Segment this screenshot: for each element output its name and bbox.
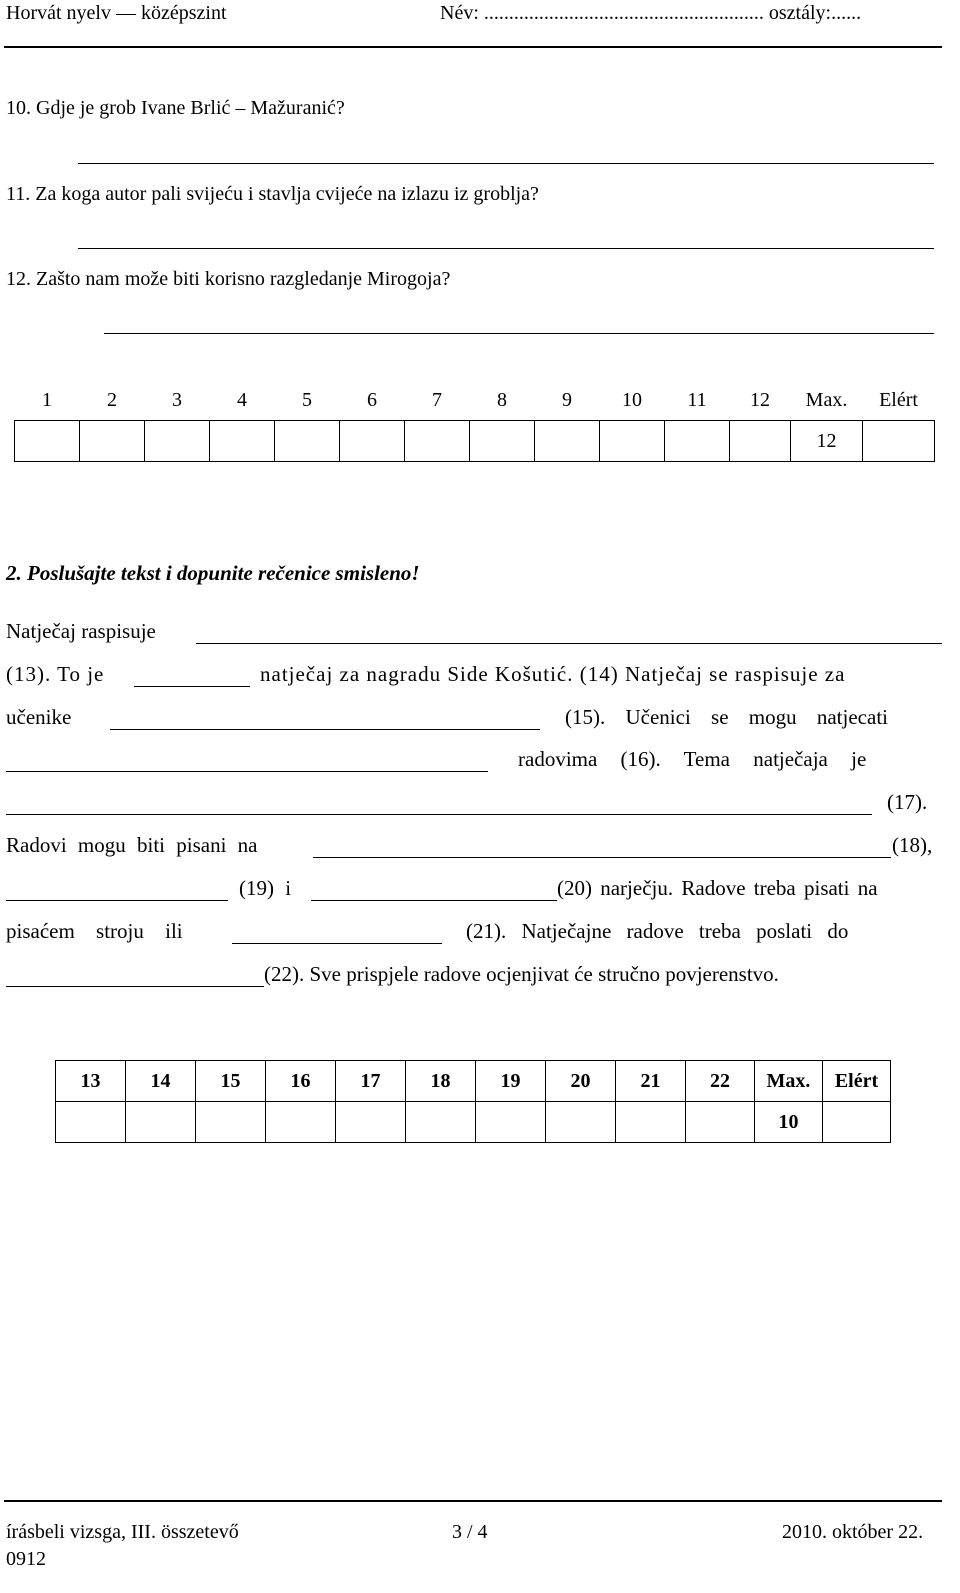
blank-22[interactable] [6, 986, 264, 987]
gap-text-3: natječaj za nagradu Side Košutić. (14) Natječaj se raspisuje za [260, 662, 846, 686]
gap-text-11: (20) narječju. Radove treba pisati na [557, 876, 878, 900]
score1-header-max: Max. [791, 380, 863, 421]
score1-cell-1[interactable] [15, 421, 80, 462]
score-table-2 [55, 1060, 891, 1143]
score1-header-7: 7 [405, 380, 470, 421]
score2-header-13: 13 [56, 1061, 126, 1102]
score1-header-5: 5 [275, 380, 340, 421]
score2-header-22: 22 [686, 1061, 755, 1102]
gap-text-9: (18), [892, 833, 933, 857]
score2-cell-19[interactable] [476, 1102, 546, 1143]
score1-header-6: 6 [340, 380, 405, 421]
blank-20[interactable] [311, 900, 557, 901]
gap-text-1: Natječaj raspisuje [6, 619, 156, 643]
answer-line-10[interactable] [78, 163, 934, 164]
header-divider [4, 46, 942, 48]
gap-text-12: pisaćem stroju ili [6, 919, 183, 943]
blank-16[interactable] [6, 771, 488, 772]
header-name-class-fields: Név: ........................................................ osztály:...... [440, 2, 862, 24]
question-12: 12. Zašto nam može biti korisno razgledanje Mirogoja? [6, 268, 451, 290]
gap-text-8: Radovi mogu biti pisani na [6, 833, 258, 857]
score1-header-2: 2 [80, 380, 145, 421]
score1-header-8: 8 [470, 380, 535, 421]
score1-header-4: 4 [210, 380, 275, 421]
score2-cell-13[interactable] [56, 1102, 126, 1143]
score1-header-3: 3 [145, 380, 210, 421]
score1-header-9: 9 [535, 380, 600, 421]
score2-header-18: 18 [406, 1061, 476, 1102]
gap-text-5: (15). Učenici se mogu natjecati [565, 705, 888, 729]
blank-17[interactable] [6, 814, 872, 815]
gap-text-2: (13). To je [6, 662, 105, 686]
score1-cell-4[interactable] [210, 421, 275, 462]
score2-header-15: 15 [196, 1061, 266, 1102]
score2-cell-20[interactable] [546, 1102, 616, 1143]
score2-header-achieved: Elért [823, 1061, 891, 1102]
score2-header-19: 19 [476, 1061, 546, 1102]
score2-header-16: 16 [266, 1061, 336, 1102]
gap-text-4: učenike [6, 705, 72, 729]
footer-exam-part: írásbeli vizsga, III. összetevő [6, 1521, 239, 1543]
score2-header-14: 14 [126, 1061, 196, 1102]
gap-text-13: (21). Natječajne radove treba poslati do [466, 919, 849, 943]
footer-code: 0912 [6, 1548, 46, 1570]
score1-cell-5[interactable] [275, 421, 340, 462]
blank-12[interactable] [196, 643, 942, 644]
score1-cell-2[interactable] [80, 421, 145, 462]
score2-header-21: 21 [616, 1061, 686, 1102]
score2-cell-15[interactable] [196, 1102, 266, 1143]
score1-achieved-cell[interactable] [863, 421, 935, 462]
gap-text-6: radovima (16). Tema natječaja je [518, 747, 867, 771]
gap-text-10: (19) i [239, 876, 292, 900]
exercise-2-title: 2. Poslušajte tekst i dopunite rečenice smisleno! [6, 561, 420, 585]
score1-cell-8[interactable] [470, 421, 535, 462]
blank-18[interactable] [313, 857, 891, 858]
score2-max-value: 10 [755, 1102, 823, 1143]
blank-13[interactable] [134, 686, 250, 687]
score2-cell-16[interactable] [266, 1102, 336, 1143]
score1-max-value: 12 [791, 421, 863, 462]
score2-header-max: Max. [755, 1061, 823, 1102]
score2-cell-21[interactable] [616, 1102, 686, 1143]
answer-line-12[interactable] [104, 333, 934, 334]
score2-cell-17[interactable] [336, 1102, 406, 1143]
score1-cell-9[interactable] [535, 421, 600, 462]
footer-date: 2010. október 22. [782, 1521, 924, 1543]
score1-header-1: 1 [15, 380, 80, 421]
blank-15[interactable] [110, 729, 540, 730]
score1-header-11: 11 [665, 380, 730, 421]
question-10: 10. Gdje je grob Ivane Brlić – Mažuranić? [6, 97, 345, 119]
footer-page-number: 3 / 4 [452, 1521, 488, 1543]
gap-text-7: (17). [887, 790, 928, 814]
score1-cell-10[interactable] [600, 421, 665, 462]
blank-21[interactable] [232, 943, 442, 944]
score1-cell-12[interactable] [730, 421, 791, 462]
score2-cell-18[interactable] [406, 1102, 476, 1143]
score1-header-achieved: Elért [863, 380, 935, 421]
score2-cell-22[interactable] [686, 1102, 755, 1143]
header-subject: Horvát nyelv — középszint [6, 2, 227, 24]
score2-header-17: 17 [336, 1061, 406, 1102]
score1-cell-7[interactable] [405, 421, 470, 462]
score1-cell-6[interactable] [340, 421, 405, 462]
score2-cell-14[interactable] [126, 1102, 196, 1143]
answer-line-11[interactable] [78, 248, 934, 249]
blank-19[interactable] [6, 900, 228, 901]
score2-header-20: 20 [546, 1061, 616, 1102]
footer-divider [4, 1500, 942, 1502]
score2-achieved-cell[interactable] [823, 1102, 891, 1143]
score1-header-12: 12 [730, 380, 791, 421]
question-11: 11. Za koga autor pali svijeću i stavlja cvijeće na izlazu iz groblja? [6, 183, 539, 205]
score1-cell-11[interactable] [665, 421, 730, 462]
score1-cell-3[interactable] [145, 421, 210, 462]
score-table-1 [14, 380, 935, 462]
score1-header-10: 10 [600, 380, 665, 421]
gap-text-14: (22). Sve prispjele radove ocjenjivat će stručno povjerenstvo. [264, 962, 779, 986]
